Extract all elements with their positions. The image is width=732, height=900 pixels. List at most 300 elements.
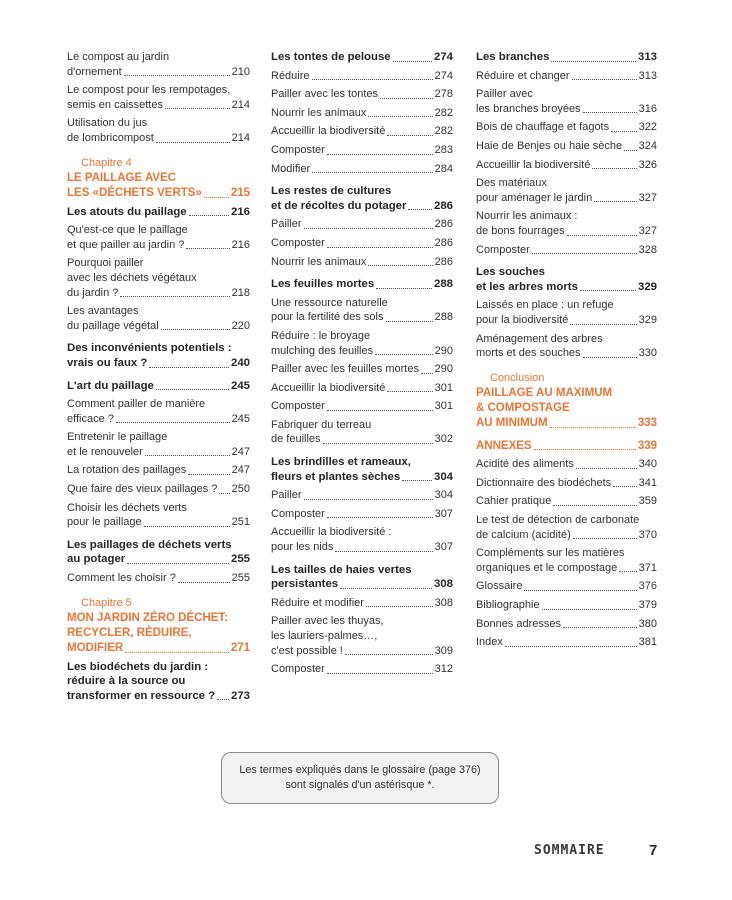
toc-entry xyxy=(476,617,657,632)
toc-entry-title: morts et des souches xyxy=(476,347,581,360)
toc-entry-row xyxy=(476,476,657,491)
toc-entry-row xyxy=(67,515,250,530)
toc-page-number: 273 xyxy=(230,689,250,702)
toc-part xyxy=(476,371,657,431)
toc-page-number: 304 xyxy=(434,489,453,502)
toc-leader-dots xyxy=(563,627,637,628)
toc-entry-row xyxy=(271,199,453,214)
toc-leader-dots xyxy=(120,296,229,297)
toc-entry-title: Nourrir les animaux xyxy=(271,106,367,119)
toc-entry-title: Les feuilles mortes xyxy=(271,278,375,291)
toc-page-number: 301 xyxy=(434,381,453,394)
toc-entry-title-line: MON JARDIN ZÉRO DÉCHET: xyxy=(67,611,229,624)
toc-page-number: 247 xyxy=(231,464,250,477)
toc-column-1 xyxy=(67,50,250,707)
toc-entry xyxy=(271,296,453,325)
toc-entry-title: Les atouts du paillage xyxy=(67,205,187,218)
toc-entry-title: pour aménager le jardin xyxy=(476,191,593,204)
toc-page-number: 245 xyxy=(230,379,250,392)
toc-leader-dots xyxy=(116,422,230,423)
toc-entry-row xyxy=(476,191,657,206)
toc-page-number: 324 xyxy=(638,139,657,152)
toc-entry-row xyxy=(271,162,453,177)
toc-entry-title: Composter xyxy=(476,243,530,256)
toc-entry-title-line: Pourquoi pailler xyxy=(67,257,144,270)
toc-page-number: 370 xyxy=(638,528,657,541)
toc-entry xyxy=(476,476,657,491)
toc-entry-title: persistantes xyxy=(271,578,339,591)
toc-entry xyxy=(67,571,250,586)
toc-page-number: 341 xyxy=(638,476,657,489)
toc-leader-dots xyxy=(144,526,230,527)
toc-entry xyxy=(476,298,657,327)
toc-entry-row xyxy=(271,432,453,447)
toc-leader-dots xyxy=(524,590,636,591)
toc-entry-title: au potager xyxy=(67,553,126,566)
toc-page-number: 255 xyxy=(230,553,250,566)
toc-entry-title: Pailler avec les tontes xyxy=(271,88,378,101)
toc-page-number: 247 xyxy=(231,445,250,458)
toc-page-number: 301 xyxy=(434,400,453,413)
toc-leader-dots xyxy=(532,253,637,254)
toc-section xyxy=(476,50,657,65)
toc-section xyxy=(67,341,250,370)
toc-leader-dots xyxy=(613,486,637,487)
toc-section xyxy=(67,660,250,704)
toc-entry-title: Pailler xyxy=(271,489,302,502)
toc-page-number: 283 xyxy=(434,143,453,156)
toc-entry-title: Haie de Benjes ou haie sèche xyxy=(476,139,623,152)
toc-entry-row xyxy=(67,286,250,301)
toc-entry-row xyxy=(476,120,657,135)
toc-entry-title: AU MINIMUM xyxy=(476,416,548,429)
toc-leader-dots xyxy=(402,480,432,481)
toc-page-number: 326 xyxy=(638,158,657,171)
toc-leader-dots xyxy=(327,154,433,155)
toc-entry-row xyxy=(476,158,657,173)
toc-entry xyxy=(67,50,250,79)
toc-page-number: 330 xyxy=(638,347,657,360)
toc-leader-dots xyxy=(570,324,636,325)
toc-entry-row xyxy=(476,439,657,454)
toc-entry-title: Glossaire xyxy=(476,580,523,593)
toc-entry xyxy=(476,635,657,650)
toc-entry-row xyxy=(271,344,453,359)
toc-page-number: 313 xyxy=(637,51,657,63)
toc-entry-row xyxy=(271,50,453,65)
toc-entry-title-line: RECYCLER, RÉDUIRE, xyxy=(67,626,192,639)
toc-entry-row xyxy=(67,552,250,567)
toc-page-number: 286 xyxy=(434,218,453,231)
toc-page-number: 302 xyxy=(434,433,453,446)
toc-entry-title: mulching des feuilles xyxy=(271,344,374,357)
toc-leader-dots xyxy=(583,112,637,113)
toc-leader-dots xyxy=(542,609,637,610)
toc-entry-row xyxy=(271,577,453,592)
toc-entry xyxy=(67,463,250,478)
toc-entry-row xyxy=(67,641,250,656)
toc-page-number: 215 xyxy=(230,186,250,199)
toc-entry-row xyxy=(271,644,453,659)
toc-leader-dots xyxy=(149,367,229,368)
toc-column-2 xyxy=(271,50,453,681)
toc-entry-row xyxy=(67,356,250,371)
toc-entry-title: Composter xyxy=(271,507,325,520)
toc-leader-dots xyxy=(186,248,229,249)
toc-leader-dots xyxy=(376,288,432,289)
toc-entry-title-line: PAILLAGE AU MAXIMUM xyxy=(476,386,613,399)
toc-leader-dots xyxy=(189,215,229,216)
toc-leader-dots xyxy=(567,235,637,236)
toc-entry xyxy=(271,507,453,522)
toc-entry xyxy=(476,494,657,509)
toc-leader-dots xyxy=(124,75,230,76)
toc-entry-row xyxy=(67,319,250,334)
toc-page-number: 307 xyxy=(434,541,453,554)
toc-page-number: 329 xyxy=(637,280,657,293)
toc-entry-title-line: Une ressource naturelle xyxy=(271,296,388,309)
toc-entry-title: Bois de chauffage et fagots xyxy=(476,121,610,134)
toc-entry xyxy=(271,488,453,503)
toc-entry-title-line: Comment pailler de manière xyxy=(67,398,206,411)
toc-column-3 xyxy=(476,50,657,654)
toc-entry-row xyxy=(67,689,250,704)
toc-entry-title-line: Laissés en place : un refuge xyxy=(476,299,614,312)
toc-section xyxy=(271,50,453,65)
toc-entry-title: MODIFIER xyxy=(67,641,124,654)
toc-entry-title: L'art du paillage xyxy=(67,379,154,392)
toc-section xyxy=(271,184,453,213)
toc-part xyxy=(67,596,250,656)
toc-entry-title: Pailler xyxy=(271,218,302,231)
toc-entry-title: Comment les choisir ? xyxy=(67,572,176,585)
toc-entry-title: et les arbres morts xyxy=(476,280,578,293)
toc-page-number: 307 xyxy=(434,507,453,520)
toc-entry-title: pour les nids xyxy=(271,541,334,554)
toc-page-number: 218 xyxy=(231,286,250,299)
toc-page-number: 251 xyxy=(231,516,250,529)
toc-entry xyxy=(476,513,657,542)
toc-leader-dots xyxy=(345,654,433,655)
toc-page-number: 316 xyxy=(638,102,657,115)
toc-entry-title-line: les lauriers-palmes…, xyxy=(271,630,378,642)
toc-leader-dots xyxy=(204,197,229,198)
toc-entry xyxy=(271,362,453,377)
toc-section xyxy=(271,455,453,484)
toc-page-number: 274 xyxy=(434,69,453,82)
toc-entry-title-line: Aménagement des arbres xyxy=(476,332,603,345)
toc-entry-title: Dictionnaire des biodéchets xyxy=(476,476,612,489)
toc-entry xyxy=(271,255,453,270)
toc-section xyxy=(476,265,657,294)
toc-leader-dots xyxy=(335,551,432,552)
toc-entry-row xyxy=(67,463,250,478)
toc-section xyxy=(67,379,250,394)
toc-leader-dots xyxy=(323,443,433,444)
toc-entry-title: fleurs et plantes sèches xyxy=(271,470,401,483)
toc-entry-title: Réduire et modifier xyxy=(271,596,364,609)
toc-page-number: 216 xyxy=(231,238,250,251)
toc-entry-row xyxy=(271,362,453,377)
toc-page-number: 284 xyxy=(434,162,453,175)
toc-entry-title-line: Le test de détection de carbonate xyxy=(476,514,640,527)
toc-entry xyxy=(271,596,453,611)
toc-entry-title-line: Les souches xyxy=(476,266,546,279)
toc-entry-row xyxy=(476,561,657,576)
toc-entry-title: transformer en ressource ? xyxy=(67,689,216,702)
toc-entry-title-line: réduire à la source ou xyxy=(67,675,186,688)
toc-entry-title: Les branches xyxy=(476,51,550,63)
toc-entry-row xyxy=(271,236,453,251)
toc-entry-title-line: & COMPOSTAGE xyxy=(476,401,570,414)
toc-page-number: 359 xyxy=(638,495,657,508)
toc-leader-dots xyxy=(505,646,637,647)
toc-page-number: 220 xyxy=(231,319,250,332)
toc-entry xyxy=(67,256,250,300)
toc-entry xyxy=(271,236,453,251)
toc-entry-row xyxy=(271,310,453,325)
toc-entry-row xyxy=(476,69,657,84)
toc-entry-title-line: Entretenir le paillage xyxy=(67,431,168,444)
toc-entry-row xyxy=(271,106,453,121)
toc-leader-dots xyxy=(340,588,432,589)
toc-page-number: 381 xyxy=(638,636,657,649)
toc-entry-title-line: Les avantages xyxy=(67,305,139,318)
toc-entry xyxy=(476,87,657,116)
toc-entry-row xyxy=(476,617,657,632)
toc-entry-row xyxy=(476,598,657,613)
toc-page-number: 376 xyxy=(638,580,657,593)
toc-entry xyxy=(271,69,453,84)
toc-entry-title: Nourrir les animaux xyxy=(271,255,367,268)
toc-entry-title: ANNEXES xyxy=(476,439,532,452)
toc-entry-row xyxy=(67,238,250,253)
toc-entry xyxy=(271,399,453,414)
toc-entry-title: Composter xyxy=(271,663,325,676)
toc-entry-title: Que faire des vieux paillages ? xyxy=(67,483,218,496)
toc-entry xyxy=(476,243,657,258)
toc-entry-row xyxy=(476,50,657,65)
toc-leader-dots xyxy=(304,228,433,229)
toc-leader-dots xyxy=(156,142,230,143)
toc-page-number: 308 xyxy=(433,578,453,591)
toc-entry-title: Composter xyxy=(271,400,325,413)
toc-entry-title-line: Pailler avec xyxy=(476,88,533,101)
toc-entry-title: Les tontes de pelouse xyxy=(271,51,391,63)
toc-entry-row xyxy=(476,528,657,543)
toc-entry xyxy=(271,106,453,121)
toc-entry-title: de feuilles xyxy=(271,433,321,446)
toc-entry-title: c'est possible ! xyxy=(271,644,343,657)
toc-entry-row xyxy=(476,494,657,509)
toc-leader-dots xyxy=(145,455,230,456)
toc-leader-dots xyxy=(386,321,433,322)
toc-page-number: 282 xyxy=(434,125,453,138)
toc-page-number: 288 xyxy=(433,278,453,291)
toc-entry-title: LES «DÉCHETS VERTS» xyxy=(67,186,202,199)
toc-entry-title: Composter xyxy=(271,236,325,249)
toc-entry-title: La rotation des paillages xyxy=(67,464,187,477)
toc-entry-title-line: Des matériaux xyxy=(476,177,547,190)
toc-entry xyxy=(271,381,453,396)
toc-entry-row xyxy=(271,143,453,158)
toc-entry-row xyxy=(67,186,250,201)
toc-entry-row xyxy=(271,381,453,396)
toc-page-number: 271 xyxy=(230,641,250,654)
toc-entry-title: de calcium (acidité) xyxy=(476,528,571,541)
toc-leader-dots xyxy=(127,563,229,564)
toc-page-number: 327 xyxy=(638,191,657,204)
toc-entry-title: et le renouveler xyxy=(67,445,143,458)
toc-page-number: 214 xyxy=(231,131,250,144)
toc-section xyxy=(271,563,453,592)
toc-entry-row xyxy=(67,412,250,427)
toc-entry-row xyxy=(271,662,453,677)
toc-page-number: 313 xyxy=(638,69,657,82)
toc-entry-title: de bons fourrages xyxy=(476,224,565,237)
toc-entry-row xyxy=(67,205,250,220)
toc-chapter-label: Conclusion xyxy=(490,371,545,384)
toc-entry-row xyxy=(67,571,250,586)
toc-leader-dots xyxy=(327,247,433,248)
toc-entry xyxy=(476,69,657,84)
toc-entry xyxy=(271,217,453,232)
toc-entry-title: efficace ? xyxy=(67,412,114,425)
toc-leader-dots xyxy=(553,505,636,506)
toc-entry-title-line: Des inconvénients potentiels : xyxy=(67,342,232,355)
toc-entry xyxy=(67,430,250,459)
toc-entry-title: et que pailler au jardin ? xyxy=(67,238,185,251)
toc-page-number: 340 xyxy=(638,458,657,471)
toc-leader-dots xyxy=(366,606,433,607)
toc-entry-row xyxy=(271,277,453,292)
toc-entry xyxy=(67,304,250,333)
toc-section xyxy=(67,205,250,220)
toc-entry xyxy=(67,397,250,426)
toc-entry-row xyxy=(67,131,250,146)
toc-entry xyxy=(67,83,250,112)
toc-entry-title: de lombricompost xyxy=(67,131,154,144)
toc-entry-row xyxy=(67,65,250,80)
toc-entry-title-line: Nourrir les animaux : xyxy=(476,210,578,223)
toc-page-number: 339 xyxy=(637,439,657,452)
toc-entry xyxy=(271,87,453,102)
toc-page-number: 245 xyxy=(231,412,250,425)
toc-page-number: 304 xyxy=(433,470,453,483)
toc-entry-title: organiques et le compostage xyxy=(476,561,618,574)
toc-entry-title: Accueillir la biodiversité xyxy=(271,381,386,394)
toc-entry-title: Accueillir la biodiversité xyxy=(476,158,591,171)
toc-entry-title: du paillage végétal xyxy=(67,319,159,332)
toc-entry-title-line: Pailler avec les thuyas, xyxy=(271,615,384,628)
toc-page-number: 286 xyxy=(434,236,453,249)
toc-entry-title-line: Qu'est-ce que le paillage xyxy=(67,224,188,237)
toc-entry-row xyxy=(476,416,657,431)
toc-entry xyxy=(271,143,453,158)
toc-entry xyxy=(67,482,250,497)
toc-leader-dots xyxy=(572,79,637,80)
toc-entry-title-line: avec les déchets végétaux xyxy=(67,271,197,284)
toc-entry-row xyxy=(476,102,657,117)
toc-leader-dots xyxy=(387,391,432,392)
toc-leader-dots xyxy=(583,357,637,358)
toc-leader-dots xyxy=(550,427,636,428)
toc-chapter-label: Chapitre 5 xyxy=(81,596,132,609)
toc-page-number: 380 xyxy=(638,617,657,630)
toc-page-number: 329 xyxy=(638,313,657,326)
toc-page-number: 286 xyxy=(434,255,453,268)
toc-entry-title: pour la biodiversité xyxy=(476,313,569,326)
toc-leader-dots xyxy=(125,652,229,653)
toc-entry-row xyxy=(476,224,657,239)
toc-leader-dots xyxy=(327,410,433,411)
toc-entry xyxy=(476,176,657,205)
toc-entry-row xyxy=(476,139,657,154)
toc-entry-row xyxy=(476,346,657,361)
toc-entry-row xyxy=(271,488,453,503)
toc-entry-row xyxy=(271,69,453,84)
toc-leader-dots xyxy=(217,699,229,700)
toc-leader-dots xyxy=(178,582,230,583)
toc-page-number: 210 xyxy=(231,65,250,78)
toc-leader-dots xyxy=(592,168,636,169)
toc-entry-title-line: Compléments sur les matières xyxy=(476,547,625,560)
toc-entry-title: Bibliographie xyxy=(476,599,540,612)
toc-entry-title: semis en caissettes xyxy=(67,98,163,111)
toc-leader-dots xyxy=(188,474,229,475)
toc-entry-row xyxy=(476,280,657,295)
glossary-note-line-1: Les termes expliqués dans le glossaire (page 376) xyxy=(239,764,481,776)
toc-entry xyxy=(271,614,453,658)
toc-leader-dots xyxy=(594,201,636,202)
toc-entry-row xyxy=(271,255,453,270)
toc-entry xyxy=(476,209,657,238)
toc-entry-title: Accueillir la biodiversité xyxy=(271,125,386,138)
toc-entry-title: Réduire et changer xyxy=(476,69,570,82)
toc-entry xyxy=(476,120,657,135)
toc-leader-dots xyxy=(304,499,433,500)
toc-leader-dots xyxy=(219,493,229,494)
toc-entry-title-line: Les restes de cultures xyxy=(271,185,392,198)
toc-entry-row xyxy=(476,313,657,328)
toc-leader-dots xyxy=(573,538,637,539)
toc-entry-title: Acidité des aliments xyxy=(476,458,574,471)
toc-entry xyxy=(271,418,453,447)
toc-entry xyxy=(476,598,657,613)
toc-entry-row xyxy=(67,98,250,113)
toc-leader-dots xyxy=(393,61,432,62)
toc-entry-title-line: Choisir les déchets verts xyxy=(67,501,187,514)
toc-leader-dots xyxy=(327,517,433,518)
toc-page-number: 286 xyxy=(433,199,453,212)
toc-page-number: 371 xyxy=(638,561,657,574)
toc-page-number: 288 xyxy=(434,311,453,324)
toc-leader-dots xyxy=(421,373,433,374)
toc-leader-dots xyxy=(375,354,433,355)
toc-leader-dots xyxy=(576,468,637,469)
toc-entry-title: Index xyxy=(476,636,503,649)
toc-page-number: 216 xyxy=(230,205,250,218)
toc-leader-dots xyxy=(368,265,432,266)
toc-entry-title-line: Le compost au jardin xyxy=(67,51,170,63)
toc-page-number: 255 xyxy=(231,572,250,585)
toc-entry xyxy=(271,525,453,554)
footer-section-label: SOMMAIRE xyxy=(534,843,605,858)
toc-page-number: 308 xyxy=(434,596,453,609)
toc-entry xyxy=(271,124,453,139)
toc-leader-dots xyxy=(327,673,433,674)
toc-leader-dots xyxy=(534,449,636,450)
